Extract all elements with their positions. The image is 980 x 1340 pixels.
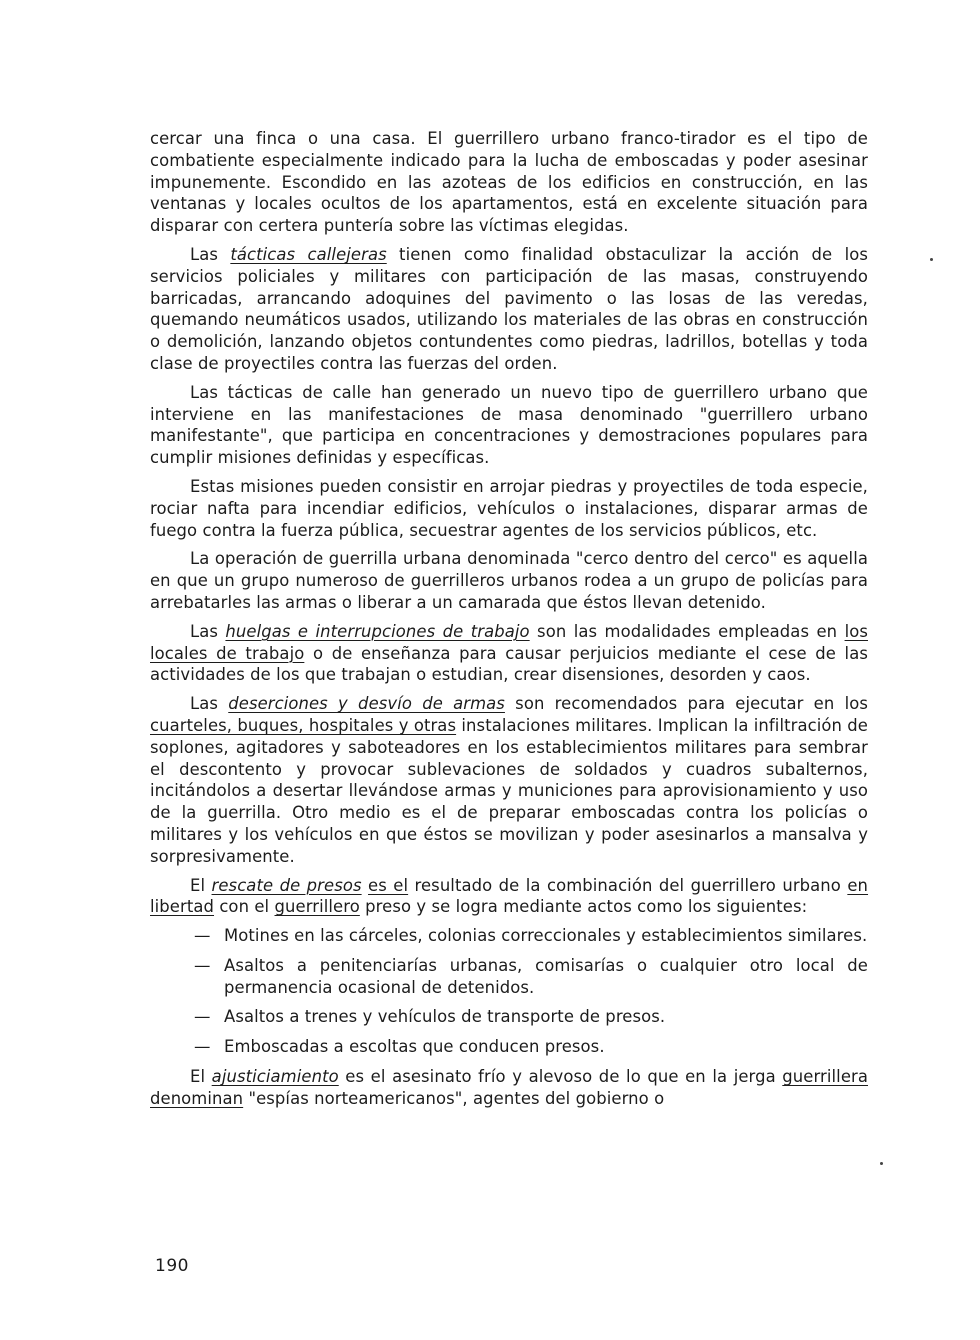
emphasized-term: deserciones y desvío de armas <box>228 694 505 714</box>
paragraph-text: El <box>190 1067 212 1087</box>
underlined-text: cuarteles, buques, hospitales y otras <box>150 715 457 735</box>
final-paragraph-container <box>150 1066 868 1110</box>
bullet-list <box>150 925 868 1058</box>
bullet-dash: — <box>194 1037 211 1057</box>
paragraph-text: El <box>190 875 212 895</box>
paragraph-text: Las tácticas de calle han generado un nuevo tipo de guerrillero urbano que interviene en las manifestaciones de masa denominado "guerrillero urbano manifestante", que participa en concentraciones y demostraciones populares para cumplir misiones definidas y específicas. <box>150 382 868 468</box>
text-body <box>150 128 868 918</box>
emphasized-term: ajusticiamiento <box>211 1067 339 1087</box>
page-body <box>150 128 868 1117</box>
paragraph <box>150 875 868 919</box>
paragraph-text: Estas misiones pueden consistir en arrojar piedras y proyectiles de toda especie, rociar nafta para incendiar edificios, vehículos o instalaciones, disparar armas de fuego contra la fuerza pública, secuestrar agentes de los servicios públicos, etc. <box>150 476 868 540</box>
paragraph-text: Las <box>190 694 229 714</box>
list-item <box>150 1036 868 1058</box>
list-item-text: Asaltos a penitenciarías urbanas, comisarías o cualquier otro local de permanencia ocasional de detenidos. <box>224 955 868 997</box>
emphasized-term: rescate de presos <box>211 875 362 895</box>
paragraph-text: resultado de la combinación del guerrillero urbano <box>408 875 848 895</box>
paragraph-text: instalaciones militares. Implican la infiltración de soplones, agitadores y saboteadores en los establecimientos militares para sembrar el descontento y provocar sublevaciones de soldados y cuadros subalternos, incitándolos a desertar llevándose armas y municiones para aprovisionamiento y uso de la guerrilla. Otro medio es el de preparar emboscadas contra los policías o militares y los vehículos en que éstos se movilizan y poder asesinarlos a mansalva y sorpresivamente. <box>150 715 868 866</box>
paragraph-text: "espías norteamericanos", agentes del gobierno o <box>243 1088 665 1108</box>
paragraph <box>150 621 868 686</box>
paragraph-text: son recomendados para ejecutar en los <box>504 694 868 714</box>
paragraph <box>150 382 868 469</box>
paragraph-text: cercar una finca o una casa. El guerrillero urbano franco-tirador es el tipo de combatiente especialmente indicado para la lucha de emboscadas y poder asesinar impunemente. Escondido en las azoteas de los edificios en construcción, en las ventanas y locales ocultos de los apartamentos, está en excelente situación para disparar con certera puntería sobre las víctimas elegidas. <box>150 129 868 236</box>
list-item <box>150 925 868 947</box>
underlined-text: en libertad <box>150 875 869 917</box>
paragraph <box>150 476 868 541</box>
page-number: 190 <box>155 1256 189 1276</box>
paragraph-text: son las modalidades empleadas en <box>529 621 845 641</box>
list-item <box>150 955 868 999</box>
bullet-dash: — <box>194 955 211 975</box>
list-item-text: Emboscadas a escoltas que conducen presos. <box>224 1037 605 1057</box>
paragraph-text: con el <box>214 897 275 917</box>
list-item-text: Motines en las cárceles, colonias correccionales y establecimientos similares. <box>224 926 868 946</box>
underlined-text: es el <box>368 875 409 895</box>
bullet-dash: — <box>194 926 211 946</box>
underlined-text: guerrillero <box>274 897 360 917</box>
list-item <box>150 1006 868 1028</box>
scan-speck <box>930 258 933 261</box>
list-item-text: Asaltos a trenes y vehículos de transporte de presos. <box>224 1007 666 1027</box>
bullet-dash: — <box>194 1007 211 1027</box>
paragraph <box>150 128 868 237</box>
emphasized-term: tácticas callejeras <box>230 244 387 264</box>
paragraph <box>150 244 868 375</box>
paragraph-text: es el asesinato frío y alevoso de lo que en la jerga <box>338 1067 783 1087</box>
emphasized-term: huelgas e interrupciones de trabajo <box>225 621 530 641</box>
underlined-text: guerrillera denominan <box>150 1067 868 1108</box>
paragraph <box>150 693 868 867</box>
scan-speck <box>880 1162 883 1165</box>
paragraph-text: preso y se logra mediante actos como los siguientes: <box>359 897 808 917</box>
paragraph-text: o de enseñanza para causar perjuicios mediante el cese de las actividades de los que trabajan o estudian, crear disensiones, desorden y caos. <box>150 643 868 685</box>
paragraph-text: La operación de guerrilla urbana denominada "cerco dentro del cerco" es aquella en que un grupo numeroso de guerrilleros urbanos rodea a un grupo de policías para arrebatarles las armas o liberar a un camarada que éstos llevan detenido. <box>150 549 868 612</box>
paragraph-text: tienen como finalidad obstaculizar la acción de los servicios policiales y militares con participación de las masas, construyendo barricadas, arrancando adoquines del pavimento o las losas de las veredas, quemando neumáticos usados, utilizando los materiales de las obras en construcción o demolición, lanzando objetos contundentes como piedras, ladrillos, botellas y toda clase de proyectiles contra las fuerzas del orden. <box>150 244 868 373</box>
underlined-text: los locales de trabajo <box>150 621 868 663</box>
paragraph <box>150 548 868 613</box>
paragraph-text: Las <box>190 244 231 264</box>
paragraph <box>150 1066 868 1110</box>
paragraph-text: Las <box>190 621 226 641</box>
